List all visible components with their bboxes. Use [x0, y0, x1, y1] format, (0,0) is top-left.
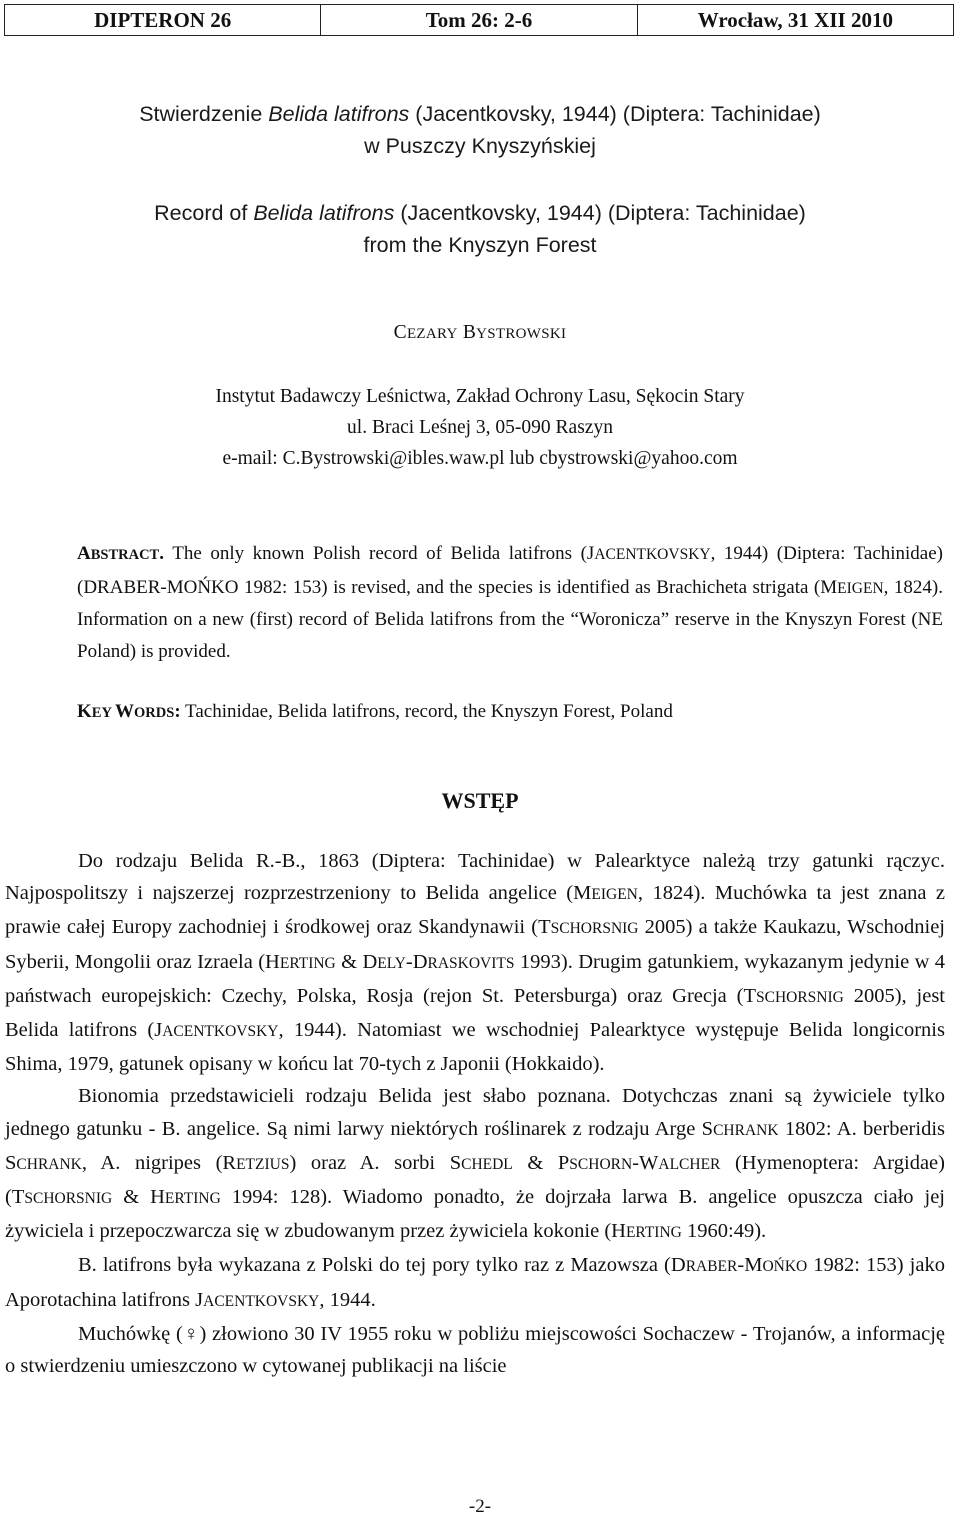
title-english-line1: Record of Belida latifrons (Jacentkovsky, 1944) (Diptera: Tachinidae) [154, 201, 806, 225]
title-polish [0, 98, 960, 162]
journal-place-date: Wrocław, 31 XII 2010 [697, 7, 893, 32]
key-words-label: KEY WORDS: [77, 701, 181, 722]
paragraph-2: Bionomia przedstawicieli rodzaju Belida jest słabo poznana. Dotychczas znani są żywiciele tylko jednego gatunku - B. angelice. Są nimi larwy niektórych roślinarek z rodzaju Arge SCHRANK 1802: A. berberidis SCHRANK, A. nigripes (RETZIUS) oraz A. sorbi SCHEDL & PSCHORN-WALCHER (Hymenoptera: Argidae) (TSCHORSNIG & HERTING 1994: 128). Wiadomo ponadto, że dojrzała larwa B. angelice opuszcza ciało jej żywiciela i przepoczwarcza się w zbudowanym przez żywiciela kokonie (HERTING 1960:49). [5, 1085, 945, 1243]
abstract-label: ABSTRACT. [77, 543, 164, 564]
title-english-line2: from the Knyszyn Forest [363, 233, 597, 257]
paragraph-3: B. latifrons była wykazana z Polski do tej pory tylko raz z Mazowsza (DRABER-MOŃKO 1982: 153) jako Aporotachina latifrons JACENTKOVSKY, 1944. [5, 1254, 945, 1311]
affiliation-address: ul. Braci Leśnej 3, 05-090 Raszyn [347, 417, 613, 438]
key-words: KEY WORDS: Tachinidae, Belida latifrons, record, the Knyszyn Forest, Poland [77, 701, 673, 722]
author-name: CEZARY BYSTROWSKI [393, 322, 567, 343]
abstract: ABSTRACT. The only known Polish record of Belida latifrons (JACENTKOVSKY, 1944) (Diptera: Tachinidae) (DRABER-MOŃKO 1982: 153) is revised, and the species is identified as Brachicheta strigata (MEIGEN, 1824). Information on a new (first) record of Belida latifrons from the “Woronicza” reserve in the Knyszyn Forest (NE Poland) is provided. [77, 543, 943, 662]
body-text [5, 845, 945, 1382]
paragraph-4: Muchówkę (♀) złowiono 30 IV 1955 roku w pobliżu miejscowości Sochaczew - Trojanów, a informację o stwierdzeniu umieszczono w cytowanej publikacji na liście [5, 1322, 945, 1378]
affiliation-institute: Instytut Badawczy Leśnictwa, Zakład Ochrony Lasu, Sękocin Stary [215, 386, 745, 407]
title-english [0, 197, 960, 261]
title-polish-line1: Stwierdzenie Belida latifrons (Jacentkovsky, 1944) (Diptera: Tachinidae) [139, 102, 821, 126]
paragraph-1: Do rodzaju Belida R.-B., 1863 (Diptera: Tachinidae) w Palearktyce należą trzy gatunki rączyc. Najpospolitszy i najszerzej rozprzestrzeniony to Belida angelice (MEIGEN, 1824). Muchówka ta jest znana z prawie całej Europy zachodniej i środkowej oraz Skandynawii (TSCHORSNIG 2005) a także Kaukazu, Wschodniej Syberii, Mongolii oraz Izraela (HERTING & DELY-DRASKOVITS 1993). Drugim gatunkiem, wykazanym jedynie w 4 państwach europejskich: Czechy, Polska, Rosja (rejon St. Petersburga) oraz Grecja (TSCHORSNIG 2005), jest Belida latifrons (JACENTKOVSKY, 1944). Natomiast we wschodniej Palearktyce występuje Belida longicornis Shima, 1979, gatunek opisany w końcu lat 70-tych z Japonii (Hokkaido). [5, 850, 946, 1076]
affiliation-email: e-mail: C.Bystrowski@ibles.waw.pl lub cbystrowski@yahoo.com [222, 448, 738, 469]
journal-volume: Tom 26: 2-6 [321, 5, 637, 35]
page-number: -2- [468, 1496, 492, 1517]
journal-name: DIPTERON 26 [5, 5, 321, 35]
title-polish-line2: w Puszczy Knyszyńskiej [364, 134, 596, 158]
section-heading: WSTĘP [441, 788, 519, 813]
journal-header [4, 4, 954, 36]
